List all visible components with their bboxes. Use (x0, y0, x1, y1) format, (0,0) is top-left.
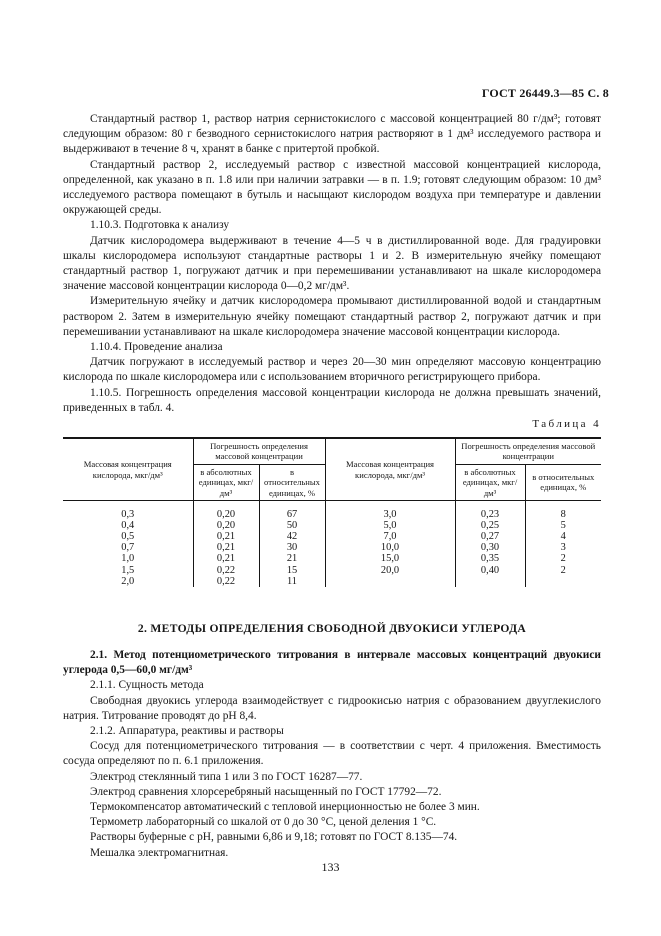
paragraph: Электрод стеклянный типа 1 или 3 по ГОСТ 16287—77. (90, 770, 363, 783)
paragraph: Свободная двуокись углерода взаимодействует с гидроокисью натрия с образованием двууглекислого натрия. Титрование проводят до pH 8,4. (63, 694, 601, 722)
cell: 15,0 (325, 553, 455, 564)
table-4 (63, 437, 601, 587)
cell: 0,30 (455, 542, 525, 553)
paragraph: Стандартный раствор 1, раствор натрия сернистокислого с массовой концентрацией 80 г/дм³; готовят следующим образом: 80 г безводного сернистокислого натрия растворяют в 1 дм³ исследуемого раствора и выдерживают в течение 8 ч, хранят в банке с притертой пробкой. (63, 113, 601, 156)
paragraph: Сосуд для потенциометрического титрования — в соответствии с черт. 4 приложения. Вместимость сосуда определяют по п. 6.1 приложения. (63, 740, 601, 768)
cell: 8 (525, 509, 601, 520)
page-number: 133 (321, 860, 340, 874)
cell: 15 (259, 565, 325, 576)
table-row (63, 576, 601, 587)
cell: 0,23 (455, 509, 525, 520)
cell: 0,35 (455, 553, 525, 564)
header-relative: в относительных единицах, % (525, 464, 601, 500)
section-2-text (63, 648, 601, 861)
paragraph: Датчик погружают в исследуемый раствор и через 20—30 мин определяют массовую концентрацию кислорода по шкале кислородомера или с использованием вторичного регистрирующего прибора. (63, 356, 601, 384)
cell: 2,0 (121, 575, 135, 587)
paragraph: Растворы буферные с pH, равными 6,86 и 9,18; готовят по ГОСТ 8.135—74. (90, 831, 458, 844)
table-row (63, 553, 601, 564)
cell: 1,0 (121, 553, 135, 565)
paragraph: Термометр лабораторный со шкалой от 0 до 30 °С, ценой деления 1 °С. (90, 816, 437, 829)
cell: 0,22 (193, 576, 259, 587)
cell: 0,21 (193, 542, 259, 553)
paragraph: Стандартный раствор 2, исследуемый раствор с известной массовой концентрацией кислорода, определенной, как указано в п. 1.8 или при наличии затравки — в п. 1.9; готовят следующим образом: 10 дм³ исследуемого раствора помещают в бутыль и насыщают кислородом воздуха при температуре и давлении окружающей среды. (63, 158, 601, 217)
paragraph: Электрод сравнения хлорсеребряный насыщенный по ГОСТ 17792—72. (90, 785, 442, 798)
section-2-title: 2. МЕТОДЫ ОПРЕДЕЛЕНИЯ СВОБОДНОЙ ДВУОКИСИ УГЛЕРОДА (137, 622, 527, 635)
header-relative: в относительных единицах, % (259, 464, 325, 500)
cell: 0,27 (455, 531, 525, 542)
cell: 3,0 (325, 509, 455, 520)
cell: 2 (525, 565, 601, 576)
cell (525, 576, 601, 587)
cell: 20,0 (325, 565, 455, 576)
page-header: ГОСТ 26449.3—85 С. 8 (481, 86, 609, 100)
cell: 10,0 (325, 542, 455, 553)
subsection-heading: 1.10.3. Подготовка к анализу (90, 219, 230, 232)
subsection-heading: 2.1.2. Аппаратура, реактивы и растворы (90, 725, 284, 738)
header-absolute: в абсолютных единицах, мкг/дм³ (455, 464, 525, 500)
cell: 4 (525, 531, 601, 542)
cell: 3 (525, 542, 601, 553)
cell (455, 576, 525, 587)
cell: 0,25 (455, 520, 525, 531)
subsection-heading: 2.1.1. Сущность метода (90, 679, 204, 692)
paragraph: Термокомпенсатор автоматический с тепловой инерционностью не более 3 мин. (90, 801, 480, 814)
cell: 30 (259, 542, 325, 553)
cell: 0,3 (121, 508, 135, 520)
cell: 5 (525, 520, 601, 531)
paragraph: 1.10.5. Погрешность определения массовой концентрации кислорода не должна превышать значений, приведенных в табл. 4. (63, 386, 601, 414)
cell: 0,20 (193, 520, 259, 531)
cell: 50 (259, 520, 325, 531)
cell: 1,5 (121, 564, 135, 576)
subsection-heading: 1.10.4. Проведение анализа (90, 341, 223, 354)
cell: 0,21 (193, 553, 259, 564)
header-concentration: Массовая концентрация кислорода, мкг/дм³ (63, 438, 193, 501)
header-absolute: в абсолютных единицах, мкг/дм³ (193, 464, 259, 500)
cell: 0,7 (121, 542, 135, 554)
paragraph: Мешалка электромагнитная. (90, 846, 229, 859)
cell: 0,40 (455, 565, 525, 576)
cell: 42 (259, 531, 325, 542)
table-caption: Таблица 4 (532, 418, 601, 430)
cell: 67 (259, 509, 325, 520)
cell: 2 (525, 553, 601, 564)
paragraph: Датчик кислородомера выдерживают в течение 4—5 ч в дистиллированной воде. Для градуировки шкалы кислородомера используют стандартные растворы 1 и 2. В измерительную ячейку помещают стандартный раствор 1, погружают датчик и при перемешивании устанавливают на шкале кислородомера значение массовой концентрации кислорода 0—0,2 мг/дм³. (63, 234, 601, 293)
cell (325, 576, 455, 587)
table-row (63, 565, 601, 576)
header-error: Погрешность определения массовой концентрации (455, 438, 601, 464)
cell: 0,21 (193, 531, 259, 542)
method-heading: 2.1. Метод потенциометрического титрования в интервале массовых концентраций двуокиси углерода 0,5—60,0 мг/дм³ (63, 649, 601, 677)
cell: 11 (259, 576, 325, 587)
cell: 0,4 (121, 519, 135, 531)
cell: 0,5 (121, 530, 135, 542)
paragraph: Измерительную ячейку и датчик кислородомера промывают дистиллированной водой и стандартным раствором 2. Затем в измерительную ячейку помещают стандартный раствор 2, погружают датчик и при перемешивании устанавливают на шкале кислородомера значение массовой концентрации кислорода. (63, 295, 601, 338)
cell: 7,0 (325, 531, 455, 542)
table-row (63, 520, 601, 531)
header-concentration: Массовая концентрация кислорода, мкг/дм³ (325, 438, 455, 501)
cell: 0,20 (193, 509, 259, 520)
cell: 5,0 (325, 520, 455, 531)
table-row (63, 542, 601, 553)
cell: 21 (259, 553, 325, 564)
cell: 0,22 (193, 565, 259, 576)
section-1-text (63, 112, 601, 416)
table-row (63, 509, 601, 520)
header-error: Погрешность определения массовой концентрации (193, 438, 325, 464)
table-row (63, 531, 601, 542)
